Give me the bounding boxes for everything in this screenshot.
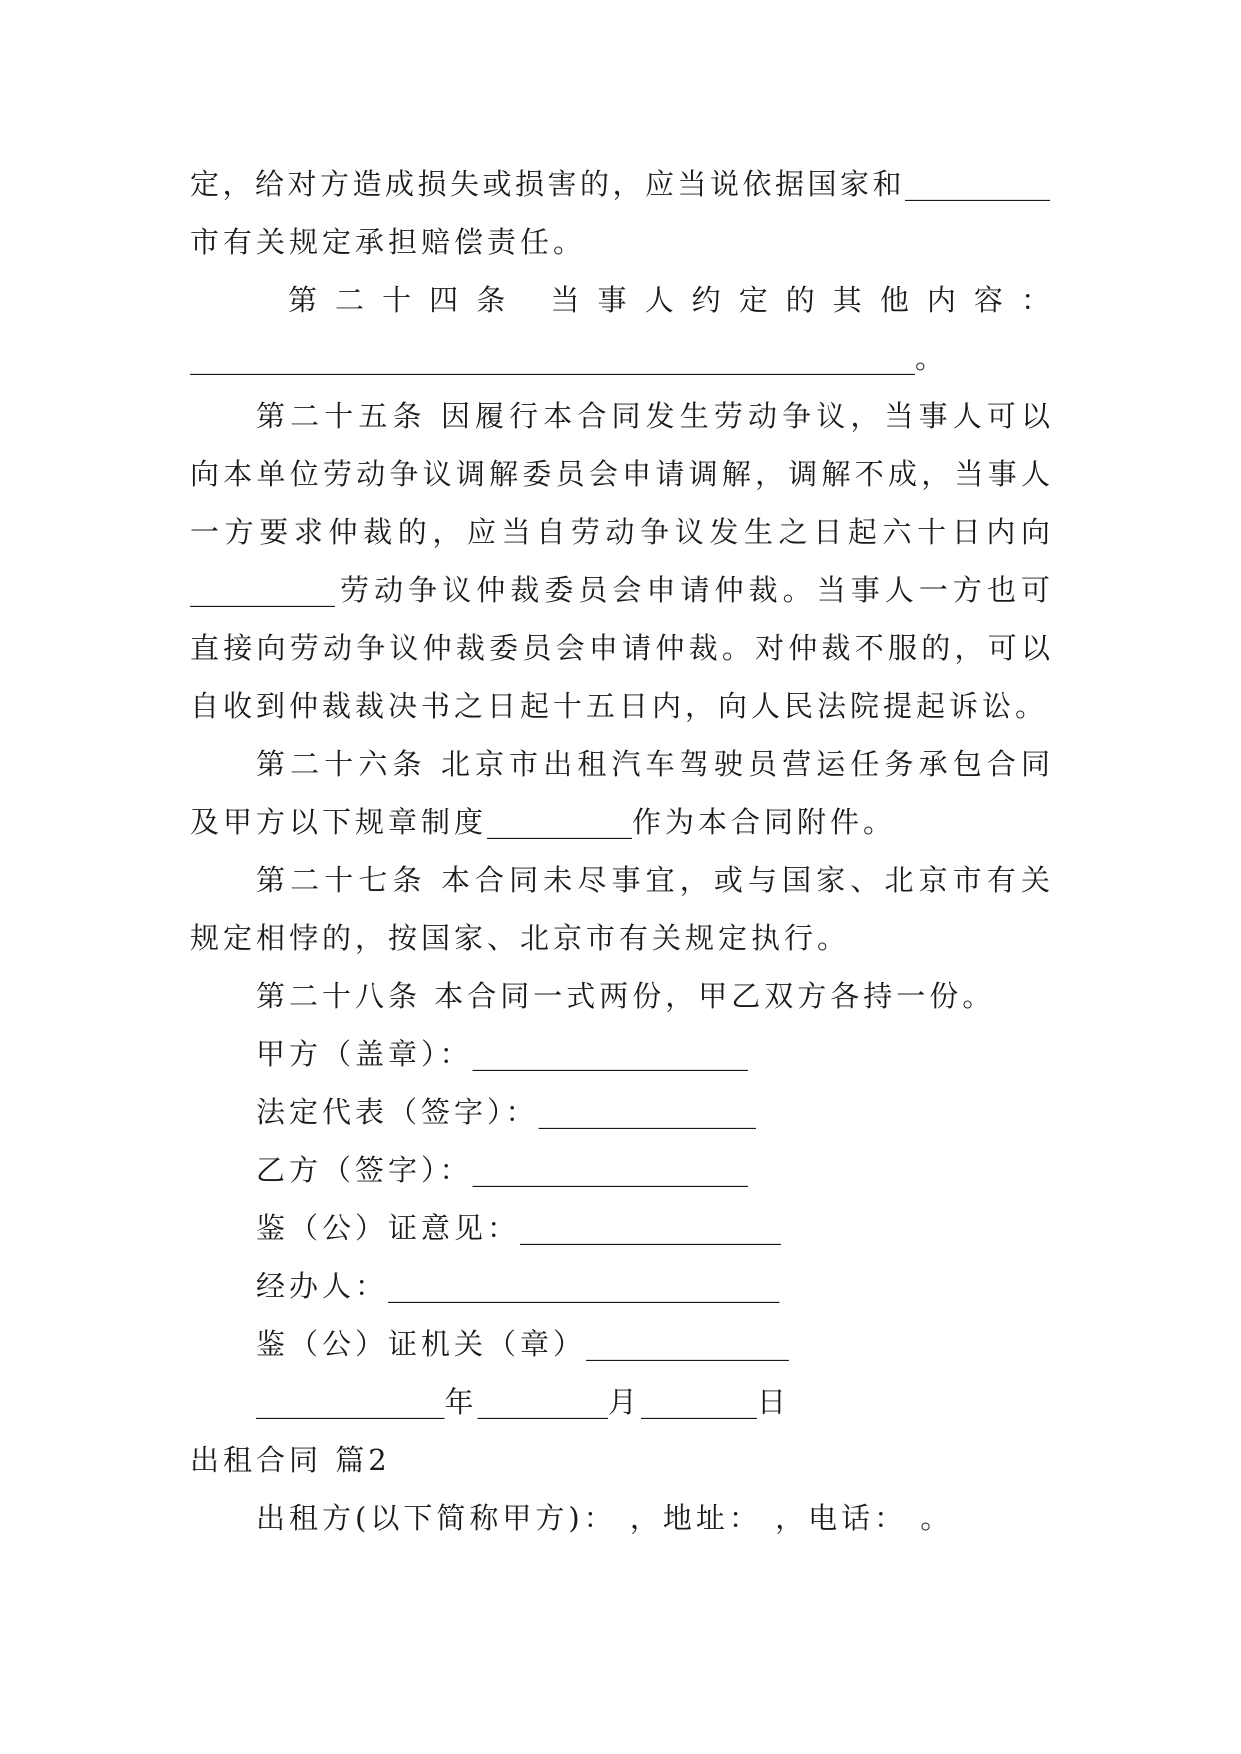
article-25-line-5: 直接向劳动争议仲裁委员会申请仲裁。对仲裁不服的，可以 (190, 631, 1050, 665)
signature-legal-rep (190, 1083, 1050, 1141)
notary-opinion-blank: __________________ (520, 1211, 782, 1245)
article-23-line-1 (190, 155, 1050, 213)
article-25-line-3: 一方要求仲裁的，应当自劳动争议发生之日起六十日内向 (190, 515, 1050, 549)
notary-opinion-label: 鉴（公）证意见： (256, 1211, 521, 1245)
contract-text (190, 155, 1050, 1547)
signature-party-a (190, 1025, 1050, 1083)
party-a-label: 甲方（盖章）： (256, 1037, 473, 1071)
article-25-line-4-text: 劳动争议仲裁委员会申请仲裁。当事人一方也可 (335, 573, 1050, 607)
year-label: 年 (444, 1385, 478, 1419)
signature-party-b (190, 1141, 1050, 1199)
legal-rep-blank: _______________ (538, 1095, 757, 1129)
party-a-blank: ___________________ (472, 1037, 749, 1071)
article-23-text: 定，给对方造成损失或损害的，应当说依据国家和 (190, 167, 905, 201)
day-blank: ________ (641, 1385, 758, 1419)
article-25-line-1: 第二十五条 因履行本合同发生劳动争议，当事人可以 (256, 399, 1050, 433)
section-2-lessor-line: 出租方(以下简称甲方)： ，地址： ，电话： 。 (256, 1501, 954, 1535)
day-label: 日 (757, 1385, 791, 1419)
handler-label: 经办人： (256, 1269, 389, 1303)
handler-blank: ___________________________ (388, 1269, 780, 1303)
article-25-line-4 (190, 561, 1050, 619)
article-26-line-1: 第二十六条 北京市出租汽车驾驶员营运任务承包合同 (256, 747, 1050, 781)
fill-blank: __________ (487, 805, 633, 839)
article-25-line-2: 向本单位劳动争议调解委员会申请调解，调解不成，当事人 (190, 457, 1050, 491)
year-blank: _____________ (256, 1385, 445, 1419)
month-label: 月 (608, 1385, 642, 1419)
month-blank: _________ (477, 1385, 609, 1419)
section-2-title: 出租合同 篇2 (190, 1443, 391, 1477)
fill-blank: __________________________________________________ (190, 341, 915, 375)
party-b-label: 乙方（签字）： (256, 1153, 473, 1187)
fill-blank: __________ (905, 167, 1050, 201)
article-26-line-2-end: 作为本合同附件。 (632, 805, 897, 839)
legal-rep-label: 法定代表（签字）： (256, 1095, 539, 1129)
article-23-line-2: 市有关规定承担赔偿责任。 (190, 225, 587, 259)
article-27-line-2: 规定相悖的，按国家、北京市有关规定执行。 (190, 921, 851, 955)
article-25-line-6: 自收到仲裁裁决书之日起十五日内，向人民法院提起诉讼。 (190, 689, 1049, 723)
article-27-line-1: 第二十七条 本合同未尽事宜，或与国家、北京市有关 (256, 863, 1050, 897)
signature-notary-opinion (190, 1199, 1050, 1257)
article-24-fill-line (190, 329, 1050, 387)
notary-office-blank: ______________ (586, 1327, 790, 1361)
signature-handler (190, 1257, 1050, 1315)
article-28-line-1: 第二十八条 本合同一式两份，甲乙双方各持一份。 (256, 979, 996, 1013)
notary-office-label: 鉴（公）证机关（章） (256, 1327, 587, 1361)
article-26-line-2 (190, 793, 1050, 851)
signature-notary-office (190, 1315, 1050, 1373)
signature-date (190, 1373, 1050, 1431)
article-26-line-2-text: 及甲方以下规章制度 (190, 805, 488, 839)
fill-blank: __________ (190, 573, 335, 607)
party-b-blank: ___________________ (472, 1153, 749, 1187)
article-24-end-mark: 。 (915, 341, 949, 375)
article-24-heading: 第二十四条 当事人约定的其他内容： (288, 283, 1050, 317)
